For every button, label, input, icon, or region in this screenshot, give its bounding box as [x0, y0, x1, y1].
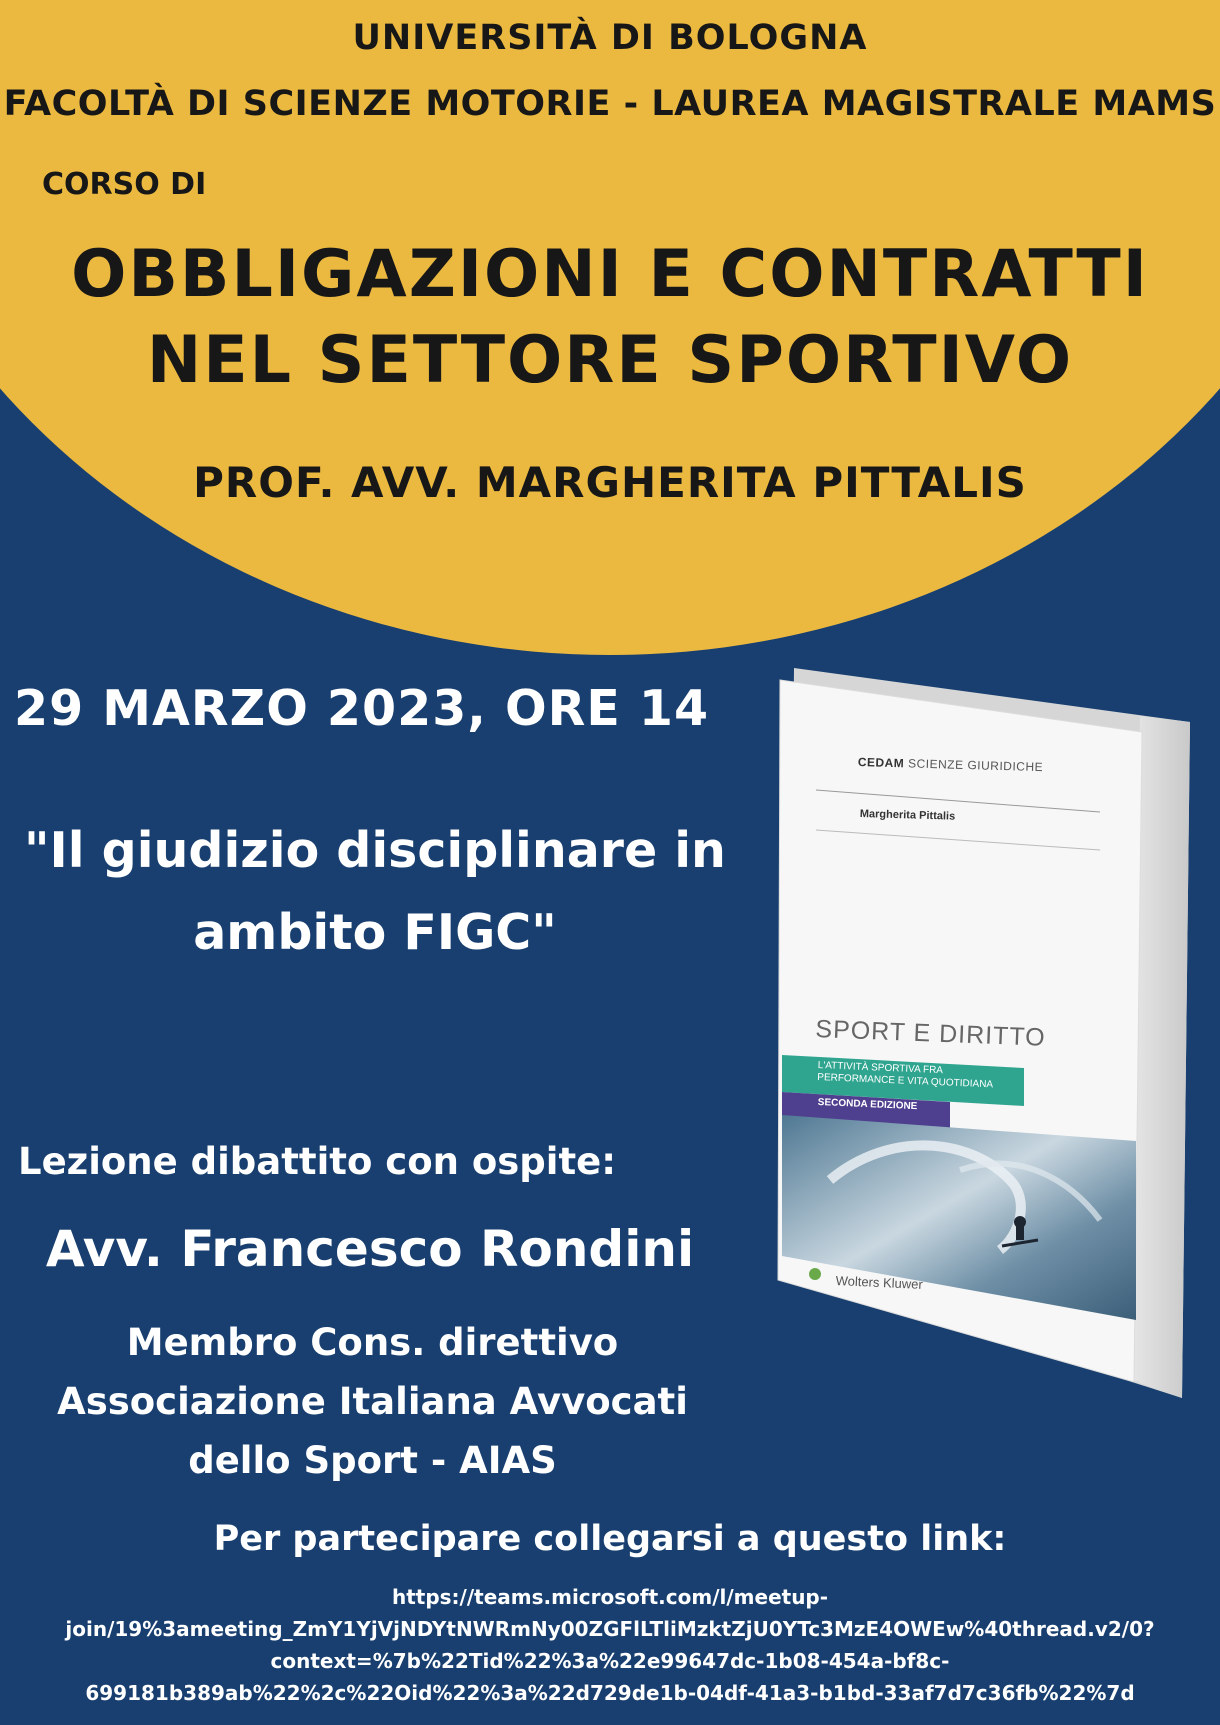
talk-title-line-1: "Il giudizio disciplinare in: [24, 822, 726, 879]
course-title-line-2: NEL SETTORE SPORTIVO: [146, 323, 1074, 398]
meeting-link-line-1[interactable]: https://teams.microsoft.com/l/meetup-: [391, 1585, 829, 1609]
book-edition: SECONDA EDIZIONE: [817, 1097, 918, 1113]
book-cover-image: [770, 660, 1200, 1420]
guest-role-line-1: Membro Cons. direttivo: [126, 1321, 619, 1364]
talk-title-line-2: ambito FIGC": [193, 904, 557, 961]
book-series: CEDAM SCIENZE GIURIDICHE: [857, 755, 1044, 775]
book-author: Margherita Pittalis: [859, 808, 956, 823]
faculty-name: FACOLTÀ DI SCIENZE MOTORIE - LAUREA MAGISTRALE MAMS: [3, 84, 1217, 124]
meeting-link-line-4[interactable]: 699181b389ab%22%2c%22Oid%22%3a%22d729de1b-04df-41a3-b1bd-33af7d7c36fb%22%7d: [85, 1681, 1135, 1705]
guest-name: Avv. Francesco Rondini: [45, 1220, 695, 1278]
meeting-link-line-2[interactable]: join/19%3ameeting_ZmY1YjVjNDYtNWRmNy00ZGFlLTliMzktZjU0YTc3MzE4OWEw%40thread.v2/0?: [65, 1617, 1155, 1641]
university-name: UNIVERSITÀ DI BOLOGNA: [352, 18, 868, 58]
talk-title: [0, 810, 750, 974]
event-date-time: 29 MARZO 2023, ORE 14: [14, 680, 710, 737]
course-prefix: CORSO DI: [42, 167, 207, 202]
guest-role-line-3: dello Sport - AIAS: [188, 1439, 557, 1482]
lesson-type: Lezione dibattito con ospite:: [18, 1140, 617, 1183]
book-subtitle: L'ATTIVITÀ SPORTIVA FRA PERFORMANCE E VITA QUOTIDIANA: [817, 1060, 994, 1091]
participation-label: Per partecipare collegarsi a questo link:: [213, 1519, 1007, 1559]
meeting-link[interactable]: [0, 1581, 1220, 1709]
publisher-logo-icon: [809, 1268, 821, 1280]
guest-role: [0, 1313, 745, 1490]
professor-name: PROF. AVV. MARGHERITA PITTALIS: [193, 458, 1027, 507]
guest-role-line-2: Associazione Italiana Avvocati: [57, 1380, 688, 1423]
meeting-link-line-3[interactable]: context=%7b%22Tid%22%3a%22e99647dc-1b08-454a-bf8c-: [270, 1649, 950, 1673]
book-publisher: Wolters Kluwer: [835, 1273, 924, 1292]
course-title: [0, 232, 1220, 404]
book-title: SPORT E DIRITTO: [814, 1015, 1047, 1052]
course-title-line-1: OBBLIGAZIONI E CONTRATTI: [71, 237, 1149, 312]
